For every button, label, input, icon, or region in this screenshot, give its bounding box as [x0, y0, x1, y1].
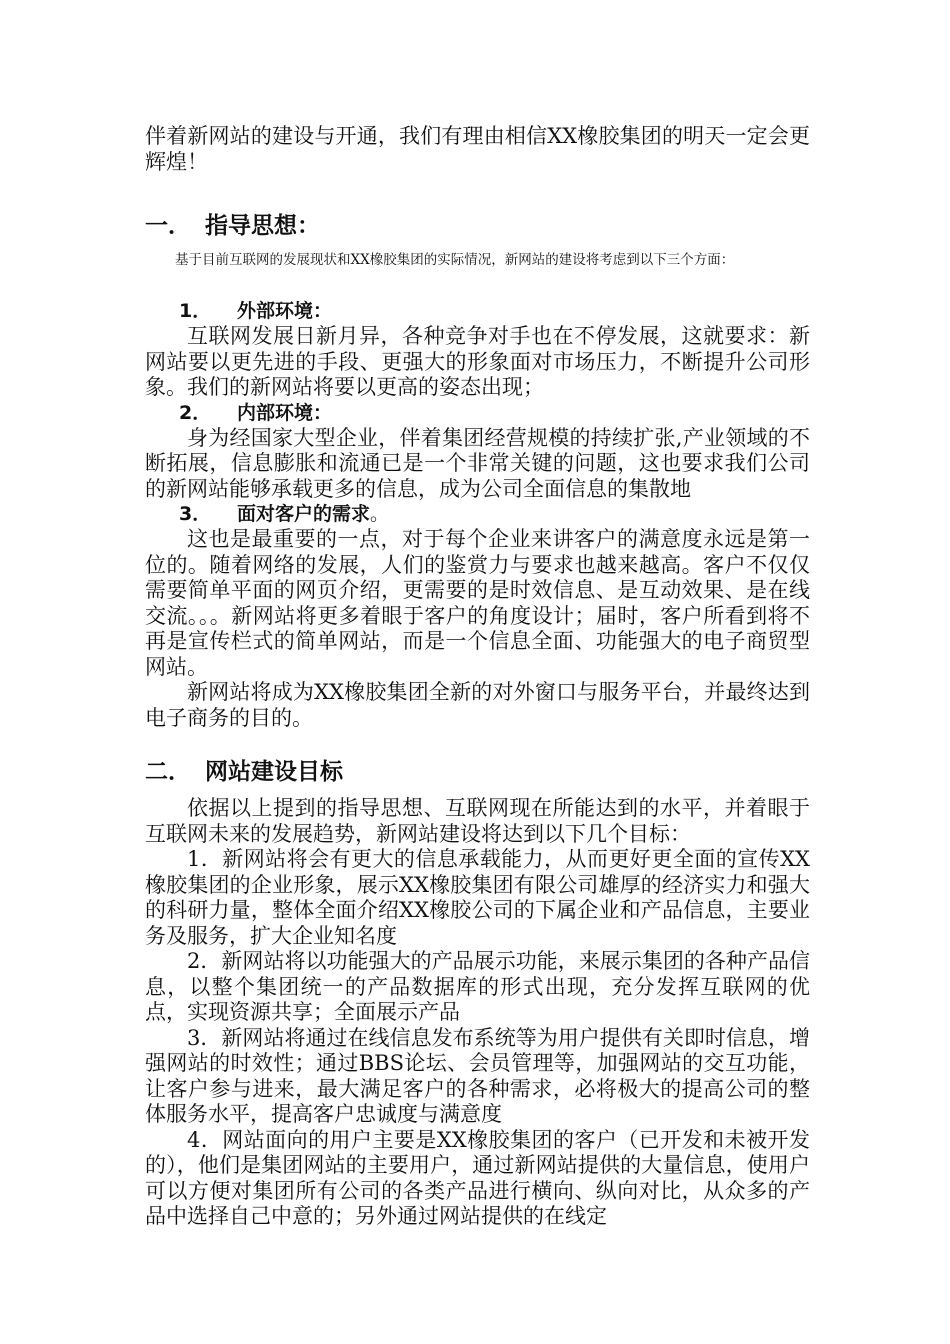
paragraph-customer: 这也是最重要的一点，对于每个企业来讲客户的满意度永远是第一位的。随着网络的发展，人们的鉴赏力与要求也越来越高。客户不仅仅需要简单平面的网页介绍，更需要的是时效信息、是互动效果、是在线交流。。。新网站将更多着眼于客户的角度设计；届时，客户所看到将不再是宣传栏式的简单网站，而是一个信息全面、功能强大的电子商贸型网站。 — [145, 527, 810, 679]
section2-intro: 依据以上提到的指导思想、互联网现在所能达到的水平，并着眼于互联网未来的发展趋势，新网站建设将达到以下几个目标： — [145, 796, 810, 846]
section2-body — [145, 796, 810, 1230]
subheading-customer — [145, 502, 810, 527]
paragraph-internal: 身为经国家大型企业，伴着集团经营规模的持续扩张,产业领域的不断拓展，信息膨胀和流通已是一个非常关键的问题，这也要求我们公司的新网站能够承载更多的信息，成为公司全面信息的集散地 — [145, 425, 810, 501]
goal-4: 4．网站面向的用户主要是XX橡胶集团的客户（已开发和未被开发的），他们是集团网站的主要用户，通过新网站提供的大量信息，使用户可以方便对集团所有公司的各类产品进行横向、纵向对比，从众多的产品中选择自己中意的；另外通过网站提供的在线定 — [145, 1127, 810, 1228]
goal-1: 1．新网站将会有更大的信息承载能力，从而更好更全面的宣传XX橡胶集团的企业形象，展示XX橡胶集团有限公司雄厚的经济实力和强大的科研力量，整体全面介绍XX橡胶公司的下属企业和产品信息，主要业务及服务，扩大企业知名度 — [145, 847, 810, 948]
intro-block — [145, 124, 810, 175]
subheading-external — [145, 299, 810, 324]
paragraph-external: 互联网发展日新月异，各种竞争对手也在不停发展，这就要求：新网站要以更先进的手段、更强大的形象面对市场压力，不断提升公司形象。我们的新网站将要以更高的姿态出现； — [145, 324, 810, 399]
section1-heading — [145, 212, 810, 240]
section1-title: 指导思想： — [205, 213, 320, 239]
subheading-title: 外部环境： — [237, 300, 333, 322]
paragraph-platform: 新网站将成为XX橡胶集团全新的对外窗口与服务平台，并最终达到电子商务的目的。 — [145, 680, 810, 730]
subheading-title: 内部环境： — [237, 401, 333, 424]
section2-title: 网站建设目标 — [205, 759, 343, 785]
section2-number: 二． — [145, 759, 191, 785]
subheading-title: 面对客户的需求 — [237, 503, 371, 525]
goal-3: 3．新网站将通过在线信息发布系统等为用户提供有关即时信息，增强网站的时效性；通过BBS论坛、会员管理等，加强网站的交互功能，让客户参与进来，最大满足客户的各种需求，必将极大的提高公司的整体服务水平，提高客户忠诚度与满意度 — [145, 1025, 810, 1126]
section1-intro-block — [145, 248, 810, 273]
section1-intro: 基于目前互联网的发展现状和XX橡胶集团的实际情况，新网站的建设将考虑到以下三个方面： — [175, 252, 735, 268]
subheading-suffix: 。 — [370, 503, 390, 525]
subheading-number: 2． — [179, 401, 212, 424]
subheading-number: 3． — [179, 503, 212, 525]
section1-number: 一． — [145, 213, 191, 239]
subheading-internal — [145, 401, 810, 426]
section1-body — [145, 299, 810, 731]
section2-heading — [145, 758, 810, 786]
subheading-number: 1． — [179, 300, 212, 322]
intro-paragraph: 伴着新网站的建设与开通，我们有理由相信XX橡胶集团的明天一定会更辉煌！ — [145, 124, 810, 174]
goal-2: 2．新网站将以功能强大的产品展示功能，来展示集团的各种产品信息，以整个集团统一的产品数据库的形式出现，充分发挥互联网的优点，实现资源共享；全面展示产品 — [145, 949, 810, 1024]
